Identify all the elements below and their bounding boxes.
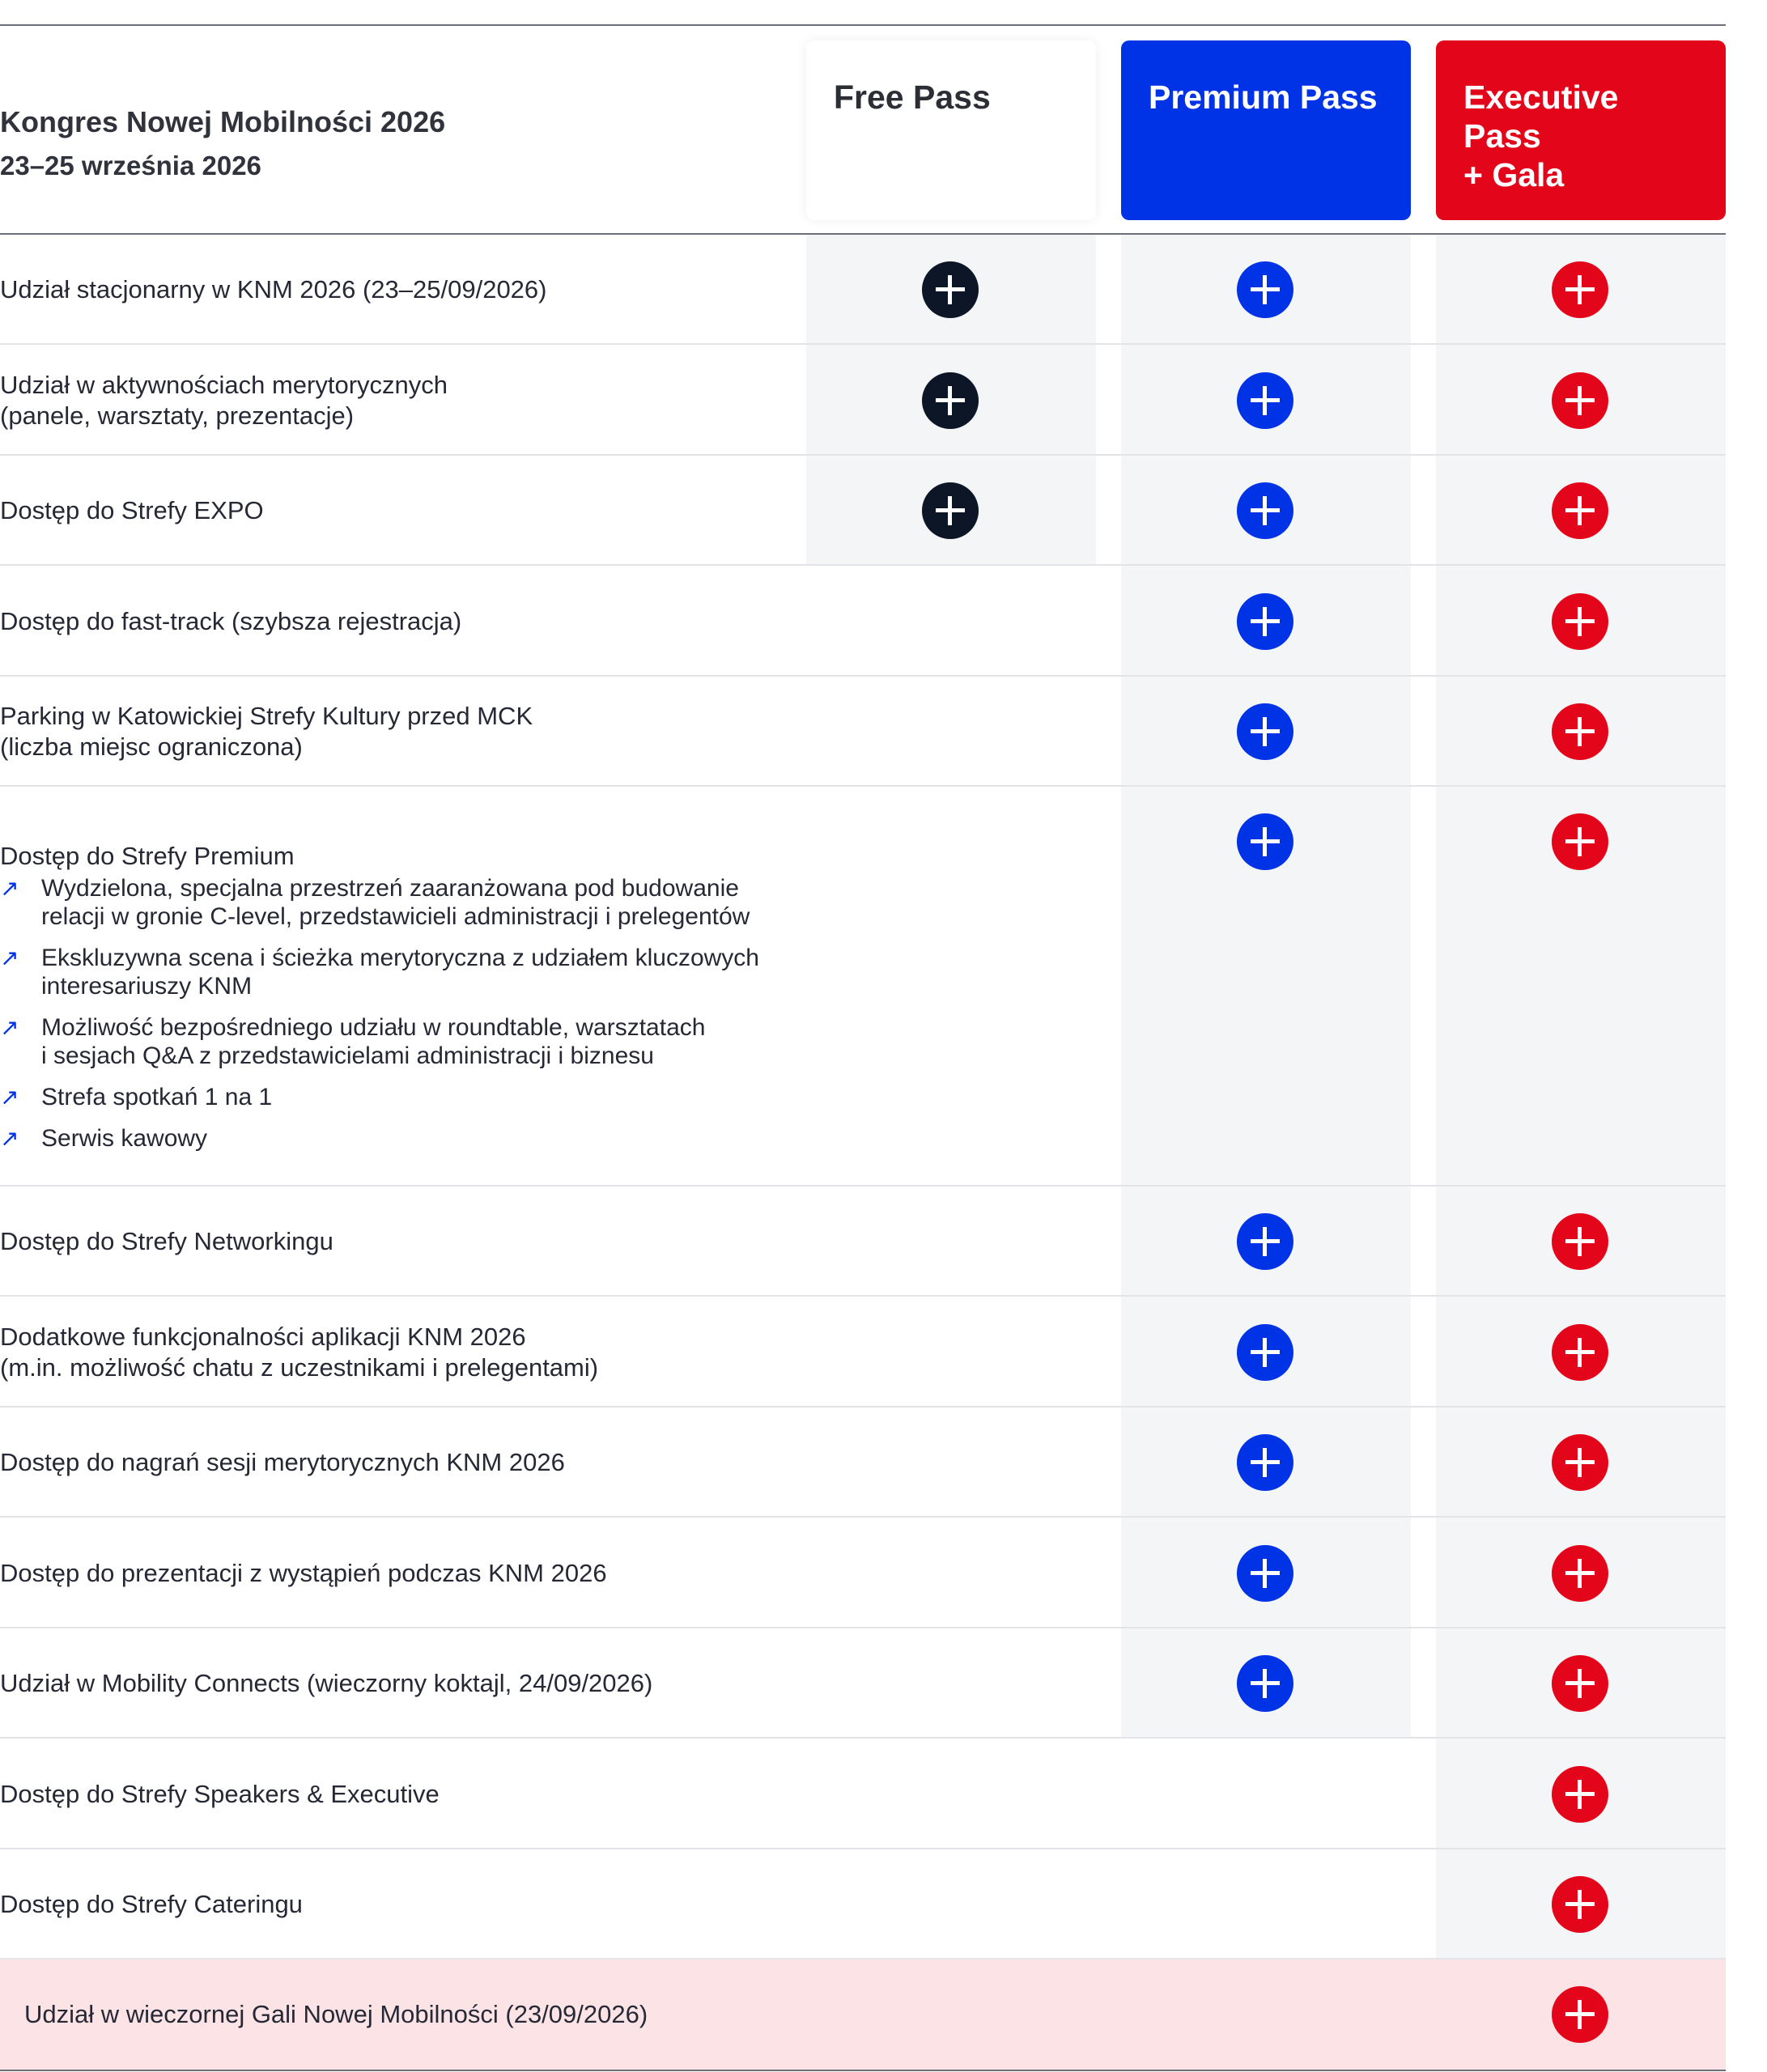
table-row bbox=[0, 677, 1726, 787]
list-item bbox=[0, 874, 793, 931]
list-item bbox=[0, 1083, 793, 1111]
list-item-line: Serwis kawowy bbox=[41, 1125, 208, 1152]
plus-circle-icon bbox=[1552, 593, 1608, 650]
executive-pass-label-gala: + Gala bbox=[1463, 156, 1565, 193]
row-label bbox=[0, 1187, 777, 1297]
row-label-line: (m.in. możliwość chatu z uczestnikami i prelegentami) bbox=[0, 1352, 599, 1382]
plus-circle-icon bbox=[1552, 1434, 1608, 1491]
arrow-up-right-icon: ↗ bbox=[0, 945, 19, 970]
top-rule bbox=[0, 24, 1726, 26]
row-label-line: Udział w wieczornej Gali Nowej Mobilności (23/09/2026) bbox=[24, 2000, 648, 2028]
plus-circle-icon bbox=[1552, 1324, 1608, 1381]
table-row bbox=[0, 1959, 1726, 2070]
row-label bbox=[0, 345, 777, 456]
row-label bbox=[0, 235, 777, 345]
row-label-line: Dostęp do Strefy Cateringu bbox=[0, 1890, 303, 1918]
plus-circle-icon bbox=[1237, 1213, 1293, 1270]
premium-zone-list bbox=[0, 874, 793, 1166]
arrow-up-right-icon: ↗ bbox=[0, 1085, 19, 1110]
table-row bbox=[0, 1628, 1726, 1739]
table-row bbox=[0, 1187, 1726, 1297]
table-row bbox=[0, 345, 1726, 456]
plus-circle-icon bbox=[1237, 482, 1293, 539]
bottom-rule bbox=[0, 2070, 1726, 2071]
row-label-line: (liczba miejsc ograniczona) bbox=[0, 732, 303, 761]
table-row bbox=[0, 1297, 1726, 1408]
plus-circle-icon bbox=[1552, 261, 1608, 318]
list-item-line: interesariuszy KNM bbox=[41, 973, 253, 1000]
premium-zone-heading: Dostęp do Strefy Premium bbox=[0, 842, 295, 870]
row-label bbox=[0, 1849, 777, 1959]
table-row bbox=[0, 1849, 1726, 1959]
row-label bbox=[0, 677, 777, 787]
row-label bbox=[0, 1739, 777, 1849]
row-label-line: Dostęp do Strefy Speakers & Executive bbox=[0, 1779, 440, 1808]
row-label-line: Parking w Katowickiej Strefy Kultury przed MCK bbox=[0, 702, 533, 730]
row-label-line: Dostęp do prezentacji z wystąpień podczas KNM 2026 bbox=[0, 1558, 607, 1587]
list-item bbox=[0, 1124, 793, 1153]
table-row bbox=[0, 456, 1726, 566]
premium-pass-label: Premium Pass bbox=[1149, 79, 1378, 116]
plus-circle-icon bbox=[1237, 593, 1293, 650]
list-item bbox=[0, 944, 793, 1000]
row-label bbox=[0, 1408, 777, 1518]
row-label-line: Dostęp do Strefy Networkingu bbox=[0, 1227, 333, 1255]
plus-circle-icon bbox=[1552, 703, 1608, 760]
list-item-line: relacji w gronie C-level, przedstawicieli administracji i prelegentów bbox=[41, 903, 750, 930]
plus-circle-icon bbox=[1552, 813, 1608, 870]
row-label-line: Udział stacjonarny w KNM 2026 (23–25/09/2026) bbox=[0, 275, 547, 304]
plus-circle-icon bbox=[1237, 813, 1293, 870]
row-label bbox=[0, 1628, 777, 1739]
plus-circle-icon bbox=[1552, 482, 1608, 539]
list-item-line: Strefa spotkań 1 na 1 bbox=[41, 1084, 273, 1110]
row-label-line: Dostęp do nagrań sesji merytorycznych KNM 2026 bbox=[0, 1448, 565, 1476]
plus-circle-icon bbox=[1237, 1545, 1293, 1602]
plus-circle-icon bbox=[1552, 1766, 1608, 1823]
plus-circle-icon bbox=[922, 482, 979, 539]
list-item-line: i sesjach Q&A z przedstawicielami administracji i biznesu bbox=[41, 1042, 654, 1069]
plus-circle-icon bbox=[1552, 1876, 1608, 1933]
free-pass-header bbox=[806, 40, 1096, 220]
row-label bbox=[0, 1297, 777, 1408]
list-item-line: Możliwość bezpośredniego udziału w roundtable, warsztatach bbox=[41, 1014, 706, 1041]
table-row bbox=[0, 1739, 1726, 1849]
plus-circle-icon bbox=[1237, 1655, 1293, 1712]
plus-circle-icon bbox=[1552, 372, 1608, 429]
row-label bbox=[0, 566, 777, 677]
plus-circle-icon bbox=[922, 261, 979, 318]
plus-circle-icon bbox=[1237, 261, 1293, 318]
row-label-line: (panele, warsztaty, prezentacje) bbox=[0, 401, 355, 430]
arrow-up-right-icon: ↗ bbox=[0, 1015, 19, 1040]
plus-circle-icon bbox=[1237, 703, 1293, 760]
executive-pass-header bbox=[1436, 40, 1726, 220]
premium-pass-header bbox=[1121, 40, 1411, 220]
plus-circle-icon bbox=[922, 372, 979, 429]
list-item-line: Ekskluzywna scena i ścieżka merytoryczna z udziałem kluczowych bbox=[41, 945, 759, 971]
list-item bbox=[0, 1013, 793, 1070]
row-label bbox=[24, 1959, 801, 2070]
table-row bbox=[0, 235, 1726, 345]
arrow-up-right-icon: ↗ bbox=[0, 876, 19, 901]
row-label-line: Dostęp do Strefy EXPO bbox=[0, 496, 264, 524]
plus-circle-icon bbox=[1237, 1324, 1293, 1381]
plus-circle-icon bbox=[1237, 1434, 1293, 1491]
list-item-line: Wydzielona, specjalna przestrzeń zaaranżowana pod budowanie bbox=[41, 875, 739, 902]
plus-circle-icon bbox=[1552, 1986, 1608, 2043]
table-row bbox=[0, 1518, 1726, 1628]
row-label bbox=[0, 456, 777, 566]
arrow-up-right-icon: ↗ bbox=[0, 1126, 19, 1151]
table-row bbox=[0, 566, 1726, 677]
row-label-line: Dodatkowe funkcjonalności aplikacji KNM 2026 bbox=[0, 1322, 526, 1351]
executive-pass-label: Executive Pass bbox=[1463, 79, 1619, 155]
row-label-line: Dostęp do fast-track (szybsza rejestracja) bbox=[0, 606, 462, 635]
plus-circle-icon bbox=[1552, 1545, 1608, 1602]
row-label-line: Udział w aktywnościach merytorycznych bbox=[0, 370, 448, 399]
event-dates: 23–25 września 2026 bbox=[0, 151, 261, 180]
table-row bbox=[0, 1408, 1726, 1518]
row-label bbox=[0, 1518, 777, 1628]
plus-circle-icon bbox=[1552, 1655, 1608, 1712]
free-pass-label: Free Pass bbox=[834, 79, 991, 116]
plus-circle-icon bbox=[1552, 1213, 1608, 1270]
row-label-line: Udział w Mobility Connects (wieczorny koktajl, 24/09/2026) bbox=[0, 1669, 653, 1697]
event-name: Kongres Nowej Mobilności 2026 bbox=[0, 105, 446, 138]
plus-circle-icon bbox=[1237, 372, 1293, 429]
